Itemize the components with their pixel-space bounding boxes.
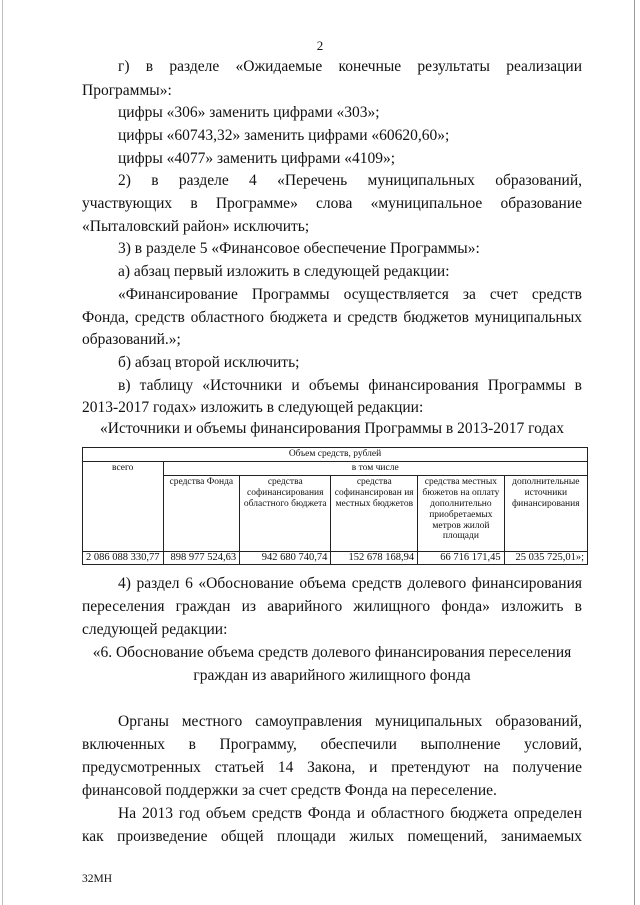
table-total-header: всего [83,461,164,551]
table-title: «Источники и объемы финансирования Программы в 2013-2017 годах [100,420,564,437]
paragraph-line: образований.»; [82,331,181,348]
paragraph-line: финансовой поддержки за счет средств Фонда на переселение. [82,782,497,799]
table-column-header: средства софинансирования областного бюджета [240,475,331,551]
paragraph-line: «6. Обоснование объема средств долевого финансирования переселения [92,644,572,661]
page-edge-right [634,0,635,905]
paragraph-line: Программы»: [82,82,172,99]
paragraph-line: Фонда, средств областного бюджета и средств бюджетов муниципальных [82,309,582,326]
paragraph-line: 2) в разделе 4 «Перечень муниципальных образований, [118,172,582,189]
table-column-header: дополнительные источники финансирования [504,475,587,551]
table-cell: 66 716 171,45 [418,551,504,564]
paragraph-line: переселения граждан из аварийного жилищного фонда» изложить в [82,598,582,615]
table-row [83,551,588,564]
table-column-header: средства софинансирован ия местных бюджетов [331,475,418,551]
paragraph-line: «Пыталовский район» исключить; [82,218,310,235]
table-subgroup-header: в том числе [163,461,588,475]
table-cell: 942 680 740,74 [240,551,331,564]
paragraph-line: как произведение общей площади жилых помещений, занимаемых [82,828,582,845]
table-column-header: средства местных бюжетов на оплату дополнительно приобретаемых метров жилой площади [418,475,504,551]
paragraph-line: цифры «306» заменить цифрами «303»; [118,104,380,121]
table-column-header: средства Фонда [163,475,240,551]
footer-code: 32МН [82,873,113,885]
table-cell: 152 678 168,94 [331,551,418,564]
paragraph-line: а) абзац первый изложить в следующей редакции: [118,263,450,280]
paragraph-line: следующей редакции: [82,621,228,638]
paragraph-line: цифры «60743,32» заменить цифрами «60620,60»; [118,127,450,144]
paragraph-line: «Финансирование Программы осуществляется за счет средств [118,286,582,303]
paragraph-line: г) в разделе «Ожидаемые конечные результаты реализации [118,58,582,75]
paragraph-line: граждан из аварийного жилищного фонда [193,667,471,684]
page-number: 2 [316,38,324,53]
paragraph-line: 3) в разделе 5 «Финансовое обеспечение Программы»: [118,240,480,257]
paragraph-line: в) таблицу «Источники и объемы финансирования Программы в [118,377,582,394]
table-group-header: Объем средств, рублей [83,448,588,462]
paragraph-line: Органы местного самоуправления муниципальных образований, [118,713,582,730]
paragraph-line: предусмотренных статьей 14 Закона, и претендуют на получение [82,759,582,776]
paragraph-line: включенных в Программу, обеспечили выполнение условий, [82,736,582,753]
paragraph-line: б) абзац второй исключить; [118,354,300,371]
financing-table [82,447,588,565]
paragraph-line: участвующих в Программе» слова «муниципальное образование [82,195,582,212]
paragraph-line: 4) раздел 6 «Обоснование объема средств долевого финансирования [118,575,582,592]
paragraph-line: На 2013 год объем средств Фонда и областного бюджета определен [118,805,582,822]
paragraph-line: цифры «4077» заменить цифрами «4109»; [118,150,396,167]
table-cell: 898 977 524,63 [163,551,240,564]
page-edge-left [2,0,3,905]
table-cell-total: 2 086 088 330,77 [83,551,164,564]
table-cell: 25 035 725,01»; [504,551,587,564]
paragraph-line: 2013-2017 годах» изложить в следующей редакции: [82,399,424,416]
